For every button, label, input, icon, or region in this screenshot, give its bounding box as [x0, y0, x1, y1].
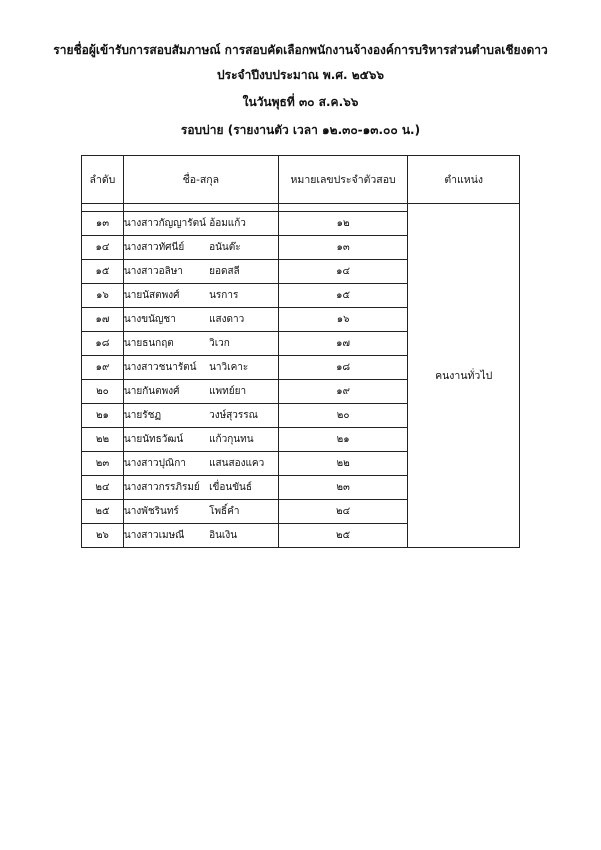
last-name: ยอดสลี	[209, 266, 240, 277]
last-name: อนันต๊ะ	[209, 242, 241, 253]
session-time: รอบบ่าย (รายงานตัว เวลา ๑๒.๓๐-๑๓.๐๐ น.)	[180, 123, 421, 137]
first-name: นายรัชฏ	[123, 410, 162, 421]
order-cell: ๑๘	[82, 332, 124, 356]
order-cell: ๑๓	[82, 212, 124, 236]
first-name: นายธนกฤต	[123, 338, 174, 349]
first-name: นางสาวปุณิกา	[123, 458, 186, 469]
last-name: แสนสองแคว	[209, 458, 265, 469]
name-cell	[123, 380, 278, 404]
last-name: นรการ	[209, 290, 239, 301]
first-name: นางสาวชนารัตน์	[123, 362, 197, 373]
name-cell	[123, 308, 278, 332]
last-name: แพทย์ยา	[209, 386, 247, 397]
exam-number-cell: ๑๗	[278, 332, 408, 356]
name-cell	[123, 260, 278, 284]
name-cell	[123, 500, 278, 524]
first-name: นางสาวอลิษา	[123, 266, 183, 277]
spacer-cell	[82, 204, 124, 212]
exam-number-cell: ๑๒	[278, 212, 408, 236]
order-cell: ๒๕	[82, 500, 124, 524]
exam-number-cell: ๒๔	[278, 500, 408, 524]
last-name: แสงดาว	[209, 314, 245, 325]
last-name: แก้วกุนทน	[209, 434, 254, 445]
first-name: นายนัสตพงศ์	[123, 290, 180, 301]
order-cell: ๒๖	[82, 524, 124, 548]
first-name: นายกันตพงศ์	[123, 386, 180, 397]
last-name: อ้อมแก้ว	[209, 218, 246, 229]
last-name: เขื่อนขันธ์	[209, 482, 252, 493]
document-title: รายชื่อผู้เข้ารับการสอบสัมภาษณ์ การสอบคัดเลือกพนักงานจ้างองค์การบริหารส่วนตำบลเชียงดาว	[53, 43, 548, 57]
name-cell	[123, 404, 278, 428]
order-cell: ๒๔	[82, 476, 124, 500]
interview-date: ในวันพุธที่ ๓๐ ส.ค.๖๖	[242, 95, 359, 109]
order-cell: ๑๖	[82, 284, 124, 308]
column-header-exam-number: หมายเลขประจำตัวสอบ	[278, 156, 408, 204]
first-name: นางพัชรินทร์	[123, 506, 179, 517]
order-cell: ๒๑	[82, 404, 124, 428]
last-name: นาวิเคาะ	[209, 362, 249, 373]
order-cell: ๒๒	[82, 428, 124, 452]
position-cell: คนงานทั่วไป	[408, 204, 520, 548]
order-cell: ๑๙	[82, 356, 124, 380]
last-name: วงษ์สุวรรณ	[209, 410, 258, 421]
exam-number-cell: ๑๖	[278, 308, 408, 332]
order-cell: ๑๗	[82, 308, 124, 332]
spacer-cell	[123, 204, 278, 212]
name-cell	[123, 476, 278, 500]
name-cell	[123, 332, 278, 356]
first-name: นางสาวกรรภิรมย์	[123, 482, 200, 493]
first-name: นางสาวกัญญารัตน์	[123, 218, 206, 229]
first-name: นางสาวเมษณี	[123, 530, 185, 541]
name-cell	[123, 356, 278, 380]
first-name: นางสาวทัศนีย์	[123, 242, 185, 253]
exam-number-cell: ๑๕	[278, 284, 408, 308]
exam-number-cell: ๑๙	[278, 380, 408, 404]
column-header-order: ลำดับ	[82, 156, 124, 204]
exam-number-cell: ๒๐	[278, 404, 408, 428]
first-name: นายนัทธวัฒน์	[123, 434, 184, 445]
name-cell	[123, 236, 278, 260]
last-name: โพธิ์คำ	[209, 506, 240, 517]
column-header-name: ชื่อ-สกุล	[123, 156, 278, 204]
column-header-position: ตำแหน่ง	[408, 156, 520, 204]
name-cell	[123, 452, 278, 476]
exam-number-cell: ๑๓	[278, 236, 408, 260]
exam-number-cell: ๒๕	[278, 524, 408, 548]
exam-number-cell: ๒๑	[278, 428, 408, 452]
candidate-table	[81, 155, 520, 548]
name-cell	[123, 212, 278, 236]
name-cell	[123, 284, 278, 308]
exam-number-cell: ๒๒	[278, 452, 408, 476]
exam-number-cell: ๒๓	[278, 476, 408, 500]
name-cell	[123, 524, 278, 548]
order-cell: ๒๐	[82, 380, 124, 404]
spacer-cell	[278, 204, 408, 212]
exam-number-cell: ๑๘	[278, 356, 408, 380]
order-cell: ๑๔	[82, 236, 124, 260]
first-name: นางขนัญชา	[123, 314, 176, 325]
fiscal-year: ประจำปีงบประมาณ พ.ศ. ๒๕๖๖	[217, 68, 384, 82]
last-name: อินเงิน	[209, 530, 238, 541]
last-name: วิเวก	[209, 338, 230, 349]
order-cell: ๑๕	[82, 260, 124, 284]
exam-number-cell: ๑๔	[278, 260, 408, 284]
order-cell: ๒๓	[82, 452, 124, 476]
name-cell	[123, 428, 278, 452]
